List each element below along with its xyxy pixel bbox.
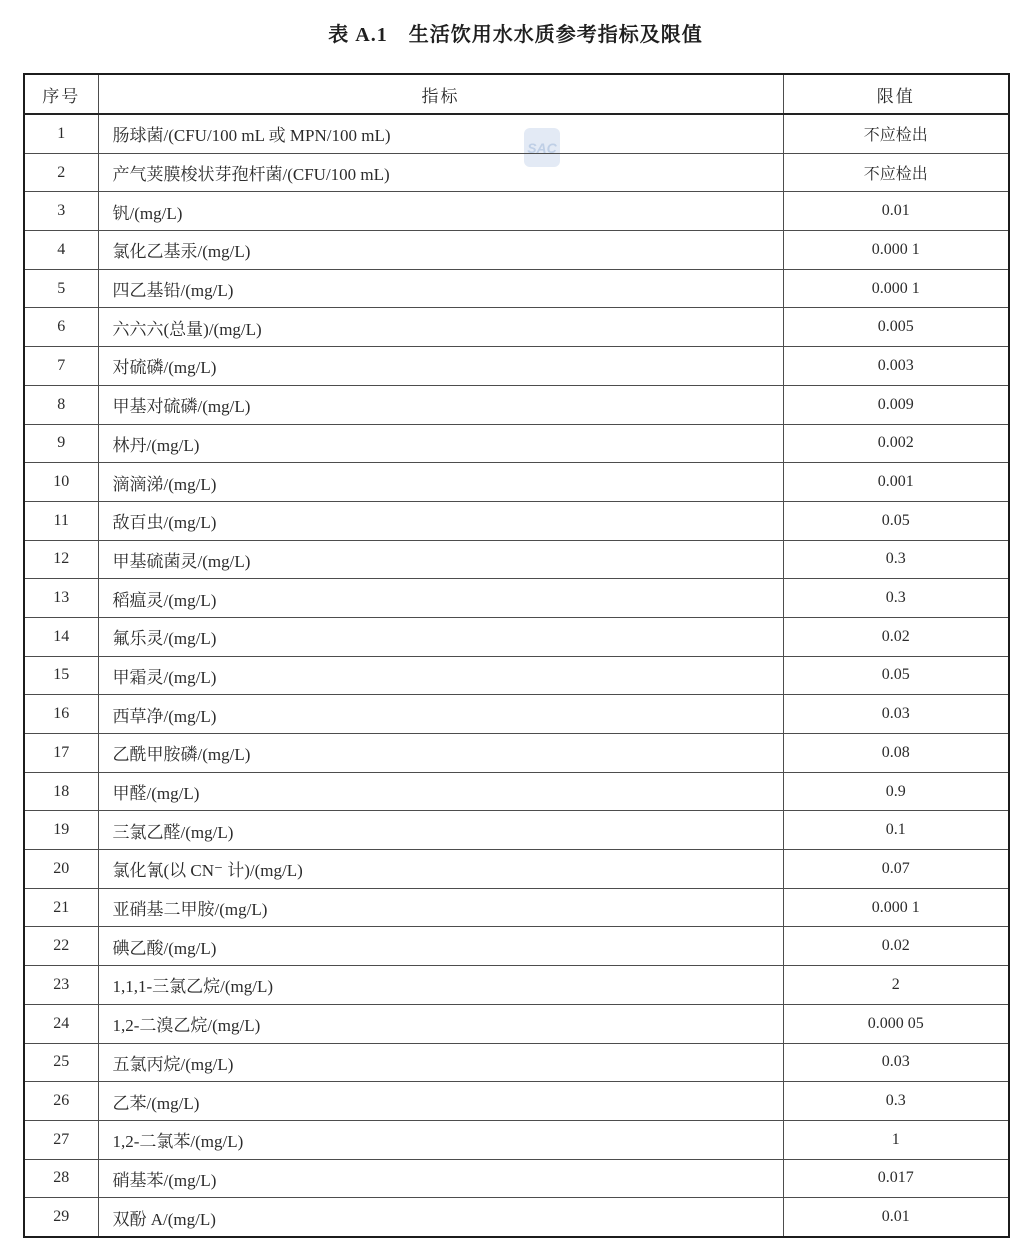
table-row xyxy=(24,811,1009,850)
limit-cell: 0.002 xyxy=(783,424,1009,463)
serial-number-cell: 20 xyxy=(24,850,98,889)
table-row xyxy=(24,501,1009,540)
sac-watermark: SAC xyxy=(524,128,560,167)
serial-number-cell: 24 xyxy=(24,1004,98,1043)
limit-cell: 0.3 xyxy=(783,540,1009,579)
serial-number-cell: 13 xyxy=(24,579,98,618)
table-row xyxy=(24,1082,1009,1121)
limit-cell: 0.000 1 xyxy=(783,269,1009,308)
serial-number-cell: 27 xyxy=(24,1120,98,1159)
limit-cell: 不应检出 xyxy=(783,153,1009,192)
serial-number-cell: 15 xyxy=(24,656,98,695)
indicator-cell: 1,1,1-三氯乙烷/(mg/L) xyxy=(98,966,783,1005)
indicator-cell: 硝基苯/(mg/L) xyxy=(98,1159,783,1198)
serial-number-cell: 8 xyxy=(24,385,98,424)
table-row xyxy=(24,385,1009,424)
serial-number-cell: 18 xyxy=(24,772,98,811)
table-row xyxy=(24,463,1009,502)
table-row xyxy=(24,308,1009,347)
limit-cell: 0.001 xyxy=(783,463,1009,502)
limit-cell: 0.000 05 xyxy=(783,1004,1009,1043)
indicator-cell: 甲基对硫磷/(mg/L) xyxy=(98,385,783,424)
serial-number-cell: 25 xyxy=(24,1043,98,1082)
indicator-cell: 肠球菌/(CFU/100 mL 或 MPN/100 mL) xyxy=(98,114,783,153)
limit-cell: 0.03 xyxy=(783,1043,1009,1082)
serial-number-cell: 26 xyxy=(24,1082,98,1121)
limit-cell: 0.02 xyxy=(783,927,1009,966)
limit-cell: 0.3 xyxy=(783,579,1009,618)
indicator-cell: 甲霜灵/(mg/L) xyxy=(98,656,783,695)
serial-number-cell: 14 xyxy=(24,617,98,656)
indicator-cell: 林丹/(mg/L) xyxy=(98,424,783,463)
serial-number-cell: 21 xyxy=(24,888,98,927)
serial-number-cell: 7 xyxy=(24,347,98,386)
table-row xyxy=(24,695,1009,734)
serial-number-cell: 6 xyxy=(24,308,98,347)
serial-number-cell: 12 xyxy=(24,540,98,579)
serial-number-cell: 16 xyxy=(24,695,98,734)
indicator-cell: 稻瘟灵/(mg/L) xyxy=(98,579,783,618)
limit-cell: 0.003 xyxy=(783,347,1009,386)
serial-number-cell: 19 xyxy=(24,811,98,850)
indicator-cell: 三氯乙醛/(mg/L) xyxy=(98,811,783,850)
indicator-cell: 滴滴涕/(mg/L) xyxy=(98,463,783,502)
indicator-cell: 双酚 A/(mg/L) xyxy=(98,1198,783,1237)
limit-cell: 不应检出 xyxy=(783,114,1009,153)
limit-cell: 0.02 xyxy=(783,617,1009,656)
indicator-cell: 敌百虫/(mg/L) xyxy=(98,501,783,540)
table-title: 表 A.1 生活饮用水水质参考指标及限值 xyxy=(328,24,703,46)
limit-cell: 0.009 xyxy=(783,385,1009,424)
indicator-cell: 甲醛/(mg/L) xyxy=(98,772,783,811)
indicator-cell: 对硫磷/(mg/L) xyxy=(98,347,783,386)
limit-cell: 0.9 xyxy=(783,772,1009,811)
serial-number-cell: 10 xyxy=(24,463,98,502)
serial-number-cell: 28 xyxy=(24,1159,98,1198)
table-row xyxy=(24,617,1009,656)
serial-number-cell: 1 xyxy=(24,114,98,153)
table-row xyxy=(24,114,1009,153)
indicator-cell: 甲基硫菌灵/(mg/L) xyxy=(98,540,783,579)
table-row xyxy=(24,1159,1009,1198)
serial-number-cell: 4 xyxy=(24,231,98,270)
limit-cell: 0.08 xyxy=(783,734,1009,773)
table-row xyxy=(24,656,1009,695)
table-row xyxy=(24,269,1009,308)
header-indicator: 指标 xyxy=(98,74,783,114)
serial-number-cell: 22 xyxy=(24,927,98,966)
table-row xyxy=(24,734,1009,773)
limit-cell: 0.03 xyxy=(783,695,1009,734)
limit-cell: 0.05 xyxy=(783,501,1009,540)
serial-number-cell: 5 xyxy=(24,269,98,308)
table-row xyxy=(24,579,1009,618)
indicator-cell: 钒/(mg/L) xyxy=(98,192,783,231)
serial-number-cell: 9 xyxy=(24,424,98,463)
serial-number-cell: 23 xyxy=(24,966,98,1005)
table-row xyxy=(24,850,1009,889)
serial-number-cell: 3 xyxy=(24,192,98,231)
indicator-cell: 1,2-二溴乙烷/(mg/L) xyxy=(98,1004,783,1043)
table-row xyxy=(24,888,1009,927)
table-row xyxy=(24,966,1009,1005)
limit-cell: 0.000 1 xyxy=(783,231,1009,270)
header-serial-number: 序号 xyxy=(24,74,98,114)
limit-cell: 0.000 1 xyxy=(783,888,1009,927)
indicator-cell: 西草净/(mg/L) xyxy=(98,695,783,734)
limit-cell: 0.1 xyxy=(783,811,1009,850)
table-row xyxy=(24,1198,1009,1237)
limit-cell: 0.01 xyxy=(783,1198,1009,1237)
limit-cell: 2 xyxy=(783,966,1009,1005)
table-row xyxy=(24,231,1009,270)
indicator-cell: 1,2-二氯苯/(mg/L) xyxy=(98,1120,783,1159)
table-body xyxy=(24,114,1009,1237)
water-quality-table xyxy=(23,73,1010,1238)
header-limit: 限值 xyxy=(783,74,1009,114)
table-row xyxy=(24,153,1009,192)
indicator-cell: 五氯丙烷/(mg/L) xyxy=(98,1043,783,1082)
indicator-cell: 乙酰甲胺磷/(mg/L) xyxy=(98,734,783,773)
indicator-cell: 四乙基铅/(mg/L) xyxy=(98,269,783,308)
limit-cell: 0.017 xyxy=(783,1159,1009,1198)
limit-cell: 0.05 xyxy=(783,656,1009,695)
indicator-cell: 六六六(总量)/(mg/L) xyxy=(98,308,783,347)
indicator-cell: 氟乐灵/(mg/L) xyxy=(98,617,783,656)
indicator-cell: 亚硝基二甲胺/(mg/L) xyxy=(98,888,783,927)
limit-cell: 1 xyxy=(783,1120,1009,1159)
serial-number-cell: 17 xyxy=(24,734,98,773)
serial-number-cell: 2 xyxy=(24,153,98,192)
indicator-cell: 氯化氰(以 CN⁻ 计)/(mg/L) xyxy=(98,850,783,889)
table-row xyxy=(24,192,1009,231)
limit-cell: 0.07 xyxy=(783,850,1009,889)
table-header xyxy=(24,74,1009,114)
table-row xyxy=(24,1004,1009,1043)
indicator-cell: 氯化乙基汞/(mg/L) xyxy=(98,231,783,270)
table-row xyxy=(24,424,1009,463)
limit-cell: 0.01 xyxy=(783,192,1009,231)
indicator-cell: 碘乙酸/(mg/L) xyxy=(98,927,783,966)
table-row xyxy=(24,1043,1009,1082)
limit-cell: 0.3 xyxy=(783,1082,1009,1121)
limit-cell: 0.005 xyxy=(783,308,1009,347)
table-row xyxy=(24,772,1009,811)
table-row xyxy=(24,347,1009,386)
indicator-cell: 乙苯/(mg/L) xyxy=(98,1082,783,1121)
serial-number-cell: 11 xyxy=(24,501,98,540)
serial-number-cell: 29 xyxy=(24,1198,98,1237)
table-row xyxy=(24,927,1009,966)
table-row xyxy=(24,1120,1009,1159)
table-row xyxy=(24,540,1009,579)
indicator-cell: 产气荚膜梭状芽孢杆菌/(CFU/100 mL) xyxy=(98,153,783,192)
